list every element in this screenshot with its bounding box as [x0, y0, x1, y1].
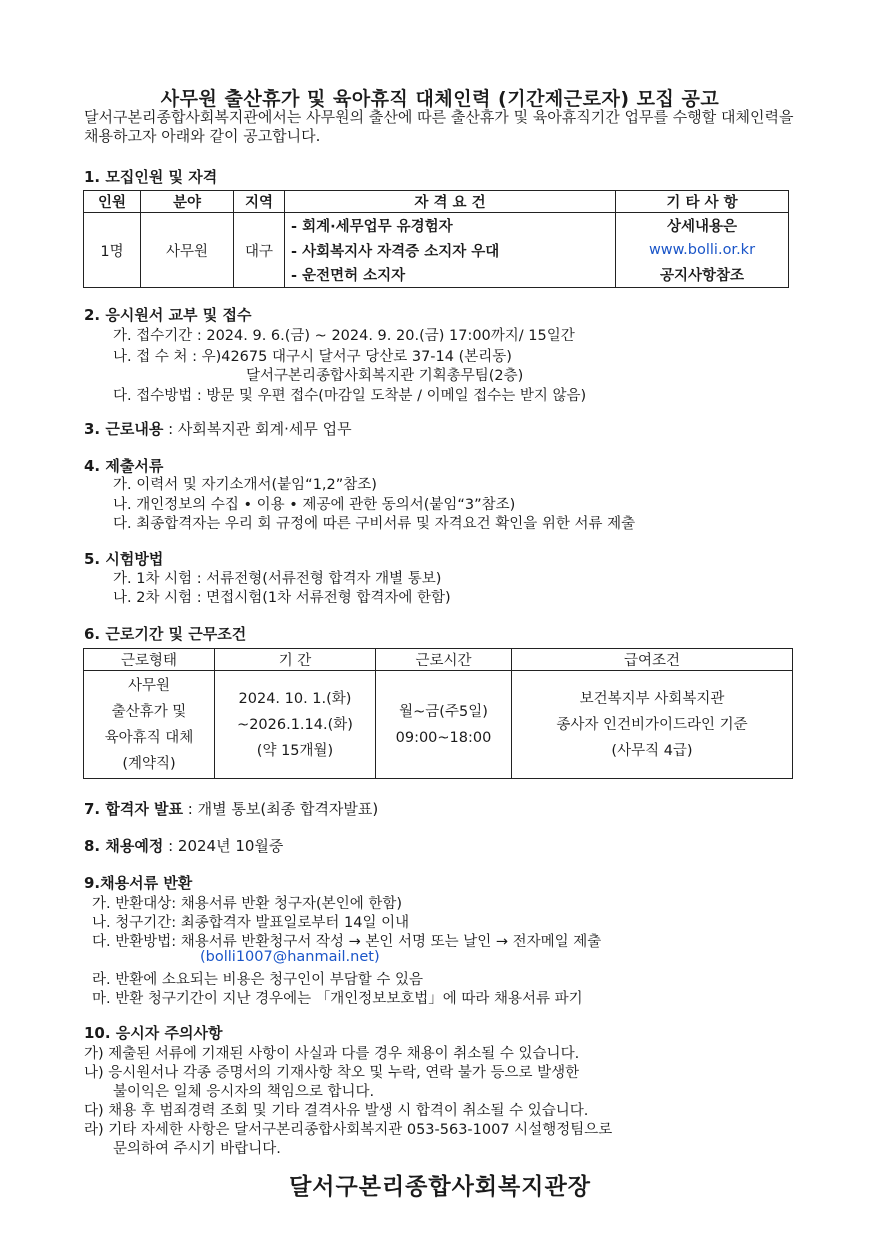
cell-hours — [376, 671, 512, 779]
cell-period — [215, 671, 376, 779]
s9-item-b: 나. 청구기간: 최종합격자 발표일로부터 14일 이내 — [92, 915, 410, 931]
cell-count: 1명 — [84, 213, 141, 288]
section-7-text: : 개별 통보(최종 합격자발표) — [183, 800, 379, 818]
work-type-line-4: (계약직) — [122, 755, 176, 772]
s9-item-e: 마. 반환 청구기간이 지난 경우에는 「개인정보보호법」에 따라 채용서류 파기 — [92, 991, 583, 1007]
s2-period: 가. 접수기간 : 2024. 9. 6.(금) ~ 2024. 9. 20.(금) 17:00까지/ 15일간 — [113, 328, 575, 344]
email-link[interactable]: (bolli1007@hanmail.net) — [200, 949, 380, 965]
col-field: 분야 — [141, 191, 234, 213]
s9-item-a: 가. 반환대상: 채용서류 반환 청구자(본인에 한함) — [92, 896, 402, 912]
s5-item-b: 나. 2차 시험 : 면접시험(1차 서류전형 합격자에 한함) — [113, 590, 451, 606]
recruitment-table — [83, 190, 789, 288]
s10-item-b-cont: 불이익은 일체 응시자의 책임으로 합니다. — [113, 1084, 375, 1100]
col-period: 기 간 — [215, 649, 376, 671]
col-work-type: 근로형태 — [84, 649, 215, 671]
s9-item-c: 다. 반환방법: 채용서류 반환청구서 작성 → 본인 서명 또는 날인 → 전자메일 제출 — [92, 934, 602, 950]
period-line-3: (약 15개월) — [256, 742, 334, 759]
s4-item-a: 가. 이력서 및 자기소개서(붙임“1,2”참조) — [113, 477, 377, 493]
cell-field: 사무원 — [141, 213, 234, 288]
s2-place-detail: 달서구본리종합사회복지관 기획총무팀(2층) — [246, 368, 524, 384]
work-type-line-1: 사무원 — [127, 677, 171, 694]
s10-item-c: 다) 채용 후 범죄경력 조회 및 기타 결격사유 발생 시 합격이 취소될 수 있습니다. — [84, 1103, 589, 1119]
period-line-1: 2024. 10. 1.(화) — [238, 690, 352, 707]
col-pay: 급여조건 — [512, 649, 793, 671]
section-8-text: : 2024년 10월중 — [163, 837, 284, 855]
section-3 — [84, 418, 352, 439]
s10-item-d-cont: 문의하여 주시기 바랍니다. — [113, 1141, 281, 1157]
section-2-heading: 2. 응시원서 교부 및 접수 — [84, 306, 252, 324]
period-line-2: ~2026.1.14.(화) — [237, 716, 353, 733]
s5-item-a: 가. 1차 시험 : 서류전형(서류전형 합격자 개별 통보) — [113, 571, 442, 587]
section-7 — [84, 798, 378, 819]
intro-paragraph: 달서구본리종합사회복지관에서는 사무원의 출산에 따른 출산휴가 및 육아휴직기간 업무를 수행할 대체인력을 채용하고자 아래와 같이 공고합니다. — [84, 108, 794, 145]
section-10-heading: 10. 응시자 주의사항 — [84, 1024, 223, 1042]
cell-work-type — [84, 671, 215, 779]
hours-line-2: 09:00~18:00 — [395, 729, 492, 746]
section-9-heading: 9.채용서류 반환 — [84, 874, 193, 892]
col-etc: 기 타 사 항 — [616, 191, 789, 213]
page-title: 사무원 출산휴가 및 육아휴직 대체인력 (기간제근로자) 모집 공고 — [160, 88, 720, 110]
cell-pay — [512, 671, 793, 779]
issuer-signature: 달서구본리종합사회복지관장 — [289, 1174, 591, 1200]
section-8-heading: 8. 채용예정 — [84, 837, 164, 855]
pay-line-3: (사무직 4급) — [611, 742, 693, 759]
work-type-line-3: 육아휴직 대체 — [104, 729, 194, 746]
col-requirements: 자 격 요 건 — [285, 191, 616, 213]
requirement-3: - 운전면허 소지자 — [285, 263, 616, 288]
pay-line-1: 보건복지부 사회복지관 — [579, 690, 725, 707]
col-region: 지역 — [234, 191, 285, 213]
s4-item-b: 나. 개인정보의 수집 • 이용 • 제공에 관한 동의서(붙임“3”참조) — [113, 497, 516, 513]
section-4-heading: 4. 제출서류 — [84, 457, 164, 475]
requirement-1: - 회계·세무업무 유경험자 — [285, 213, 616, 238]
col-count: 인원 — [84, 191, 141, 213]
s10-item-b: 나) 응시원서나 각종 증명서의 기재사항 착오 및 누락, 연락 불가 등으로 발생한 — [84, 1065, 580, 1081]
section-1-heading: 1. 모집인원 및 자격 — [84, 168, 218, 186]
section-5-heading: 5. 시험방법 — [84, 550, 164, 568]
cell-region: 대구 — [234, 213, 285, 288]
hours-line-1: 월~금(주5일) — [399, 703, 488, 720]
s10-item-d: 라) 기타 자세한 사항은 달서구본리종합사회복지관 053-563-1007 시설행정팀으로 — [84, 1122, 613, 1138]
etc-line-1: 상세내용은 — [616, 213, 789, 238]
section-3-text: : 사회복지관 회계·세무 업무 — [163, 420, 352, 438]
section-8 — [84, 835, 283, 856]
section-6-heading: 6. 근로기간 및 근무조건 — [84, 625, 247, 643]
website-link[interactable] — [616, 238, 789, 263]
s2-place: 나. 접 수 처 : 우)42675 대구시 달서구 당산로 37-14 (본리동) — [113, 349, 512, 365]
s10-item-a: 가) 제출된 서류에 기재된 사항이 사실과 다를 경우 채용이 취소될 수 있습니다. — [84, 1046, 580, 1062]
section-7-heading: 7. 합격자 발표 — [84, 800, 184, 818]
requirement-2: - 사회복지사 자격증 소지자 우대 — [285, 238, 616, 263]
etc-line-3: 공지사항참조 — [616, 263, 789, 288]
s2-method: 다. 접수방법 : 방문 및 우편 접수(마감일 도착분 / 이메일 접수는 받지 않음) — [113, 388, 587, 404]
work-conditions-table — [83, 648, 793, 779]
s4-item-c: 다. 최종합격자는 우리 회 규정에 따른 구비서류 및 자격요건 확인을 위한 서류 제출 — [113, 516, 636, 532]
website-link-text[interactable]: www.bolli.or.kr — [648, 242, 756, 258]
pay-line-2: 종사자 인건비가이드라인 기준 — [556, 716, 748, 733]
section-3-heading: 3. 근로내용 — [84, 420, 164, 438]
work-type-line-2: 출산휴가 및 — [111, 703, 187, 720]
s9-item-d: 라. 반환에 소요되는 비용은 청구인이 부담할 수 있음 — [92, 972, 424, 988]
col-hours: 근로시간 — [376, 649, 512, 671]
